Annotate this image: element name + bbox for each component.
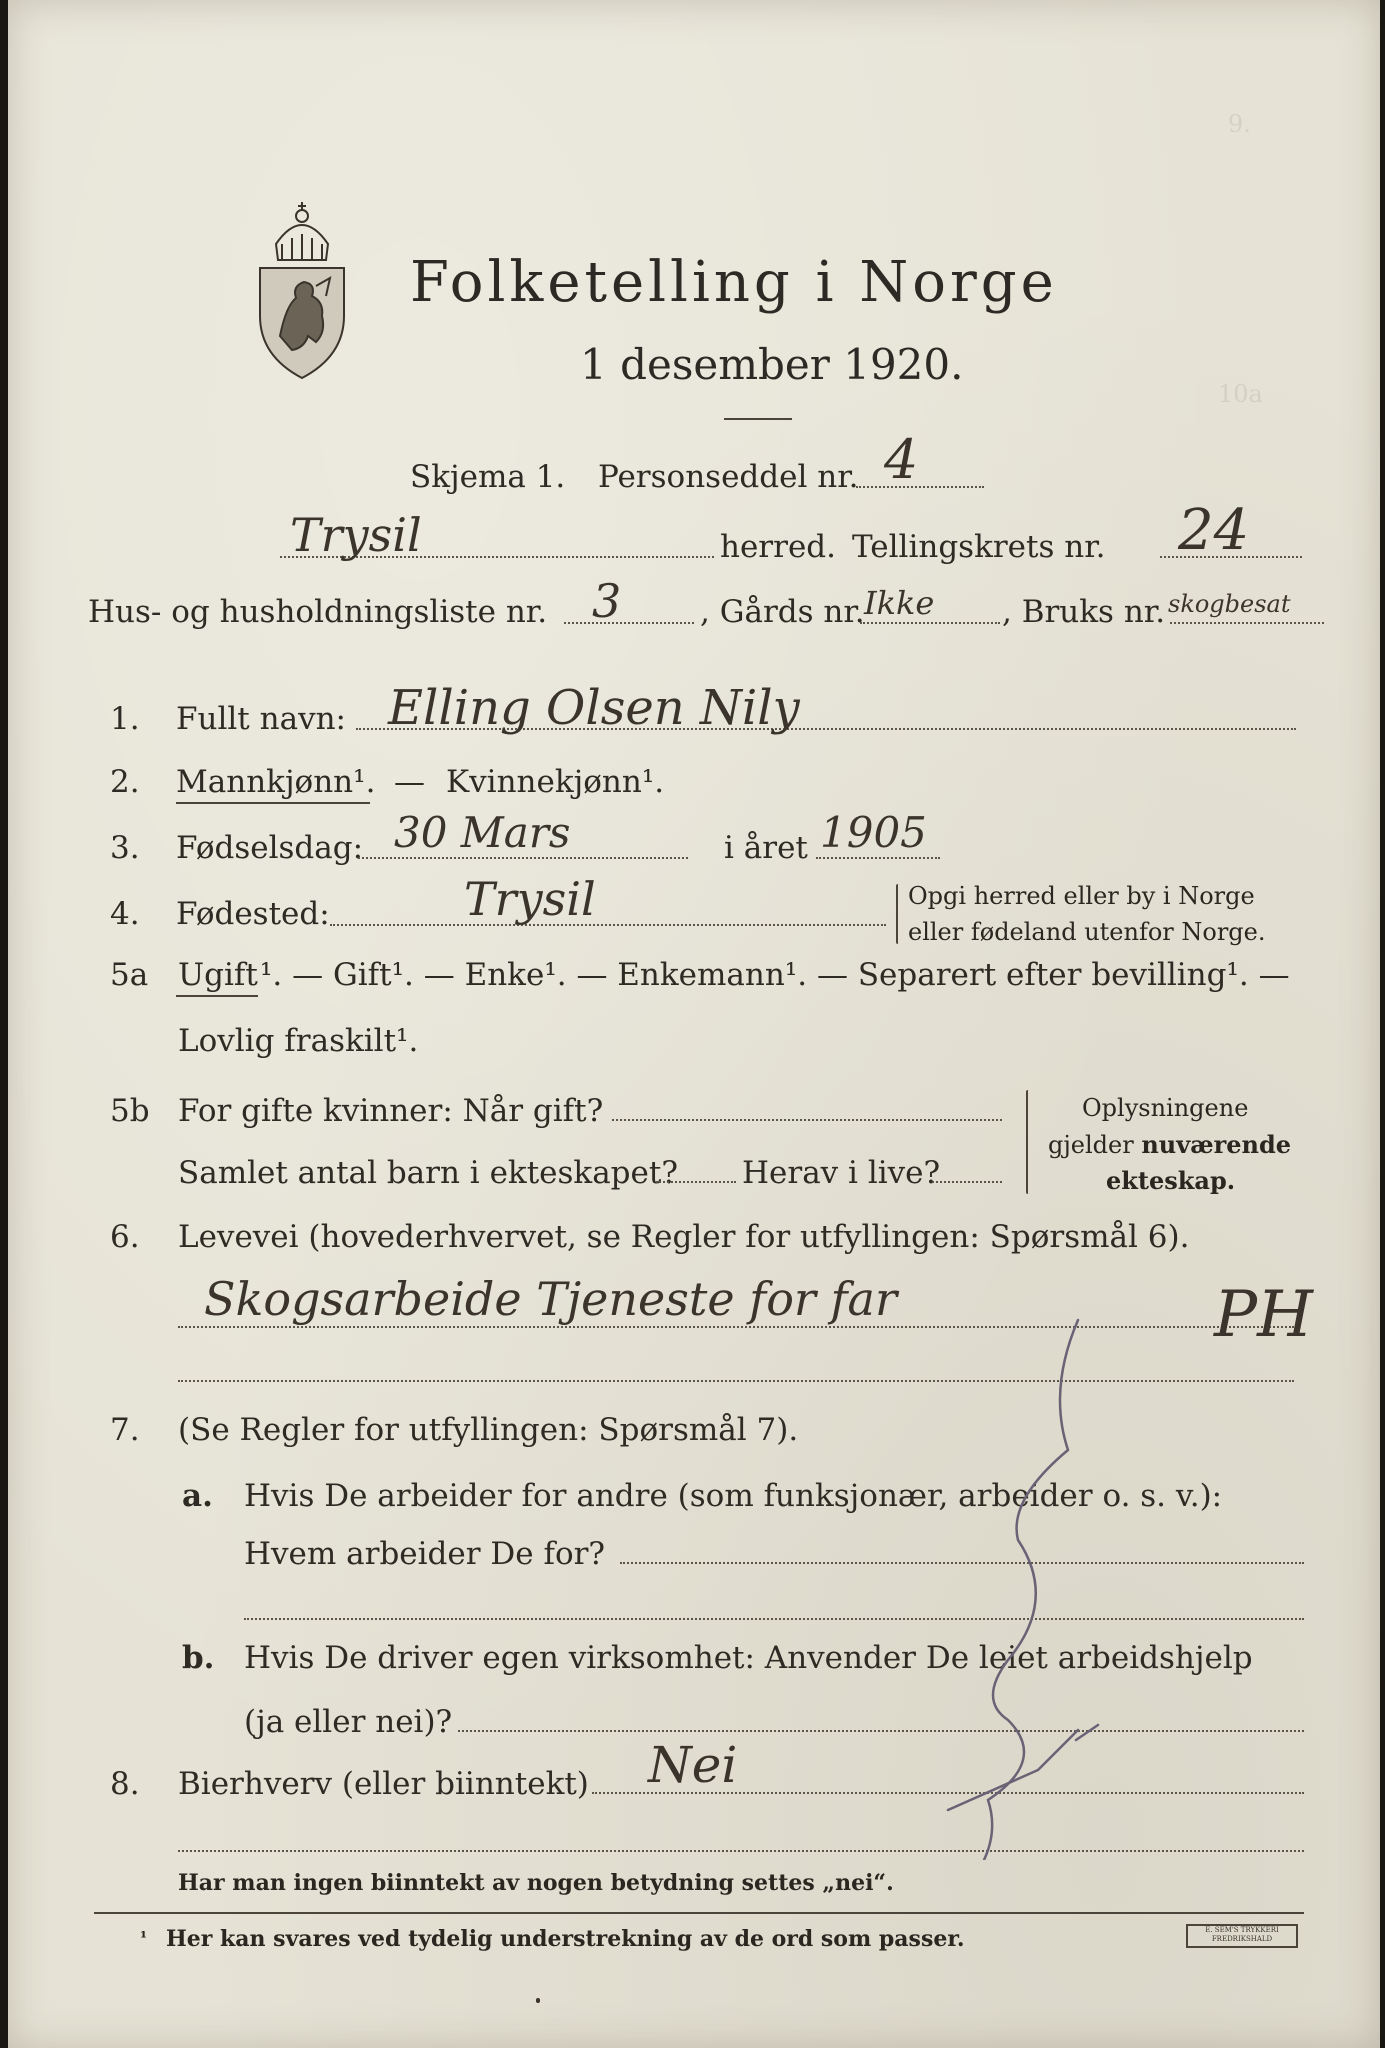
q5b-alive-label: Herav i live?	[742, 1155, 941, 1191]
footnote-text: Her kan svares ved tydelig understrekning av de ord som passer.	[166, 1926, 965, 1952]
male-underline-mark	[176, 802, 370, 804]
birthday-line	[358, 857, 688, 859]
q6-number: 6.	[110, 1219, 140, 1255]
side-income-value[interactable]: Nei	[648, 1736, 738, 1794]
q7b-letter: b.	[182, 1640, 215, 1676]
q7b-text: Hvis De driver egen virksomhet: Anvender De leiet arbeidshjelp	[244, 1640, 1253, 1676]
birthplace-value[interactable]: Trysil	[464, 872, 596, 926]
q5b-children-label: Samlet antal barn i ekteskapet?	[178, 1155, 678, 1191]
marital-ugift-option[interactable]: Ugift	[178, 957, 258, 993]
marital-divorced-option[interactable]: Lovlig fraskilt¹.	[178, 1023, 419, 1059]
schema-label: Skjema 1.	[410, 459, 566, 495]
hus-line	[564, 622, 694, 624]
marital-other-options[interactable]: ¹. — Gift¹. — Enke¹. — Enkemann¹. — Separert efter bevilling¹. —	[260, 957, 1290, 993]
sex-female-option[interactable]: Kvinnekjønn¹.	[446, 764, 665, 800]
q5b-note-line3: ekteskap.	[1106, 1166, 1236, 1195]
birthyear-value[interactable]: 1905	[820, 808, 927, 857]
q7a-text: Hvis De arbeider for andre (som funksjonær, arbeider o. s. v.):	[244, 1478, 1223, 1514]
ugift-underline-mark	[176, 995, 258, 997]
bruks-value[interactable]: skogbesat	[1168, 590, 1291, 618]
q4-note-brace	[896, 884, 898, 944]
herred-label: herred.	[720, 529, 836, 565]
q4-note-line2: eller fødeland utenfor Norge.	[908, 918, 1266, 946]
footnote-divider	[94, 1912, 1304, 1914]
bleed-through-text: 10a	[1218, 380, 1263, 408]
personseddel-line	[856, 486, 984, 488]
title-divider	[724, 418, 792, 420]
birthyear-line	[816, 857, 940, 859]
q1-number: 1.	[110, 701, 140, 737]
q5b-note-line1: Oplysningene	[1082, 1094, 1249, 1122]
bleed-through-text: 9.	[1228, 110, 1251, 138]
q3-year-label: i året	[724, 830, 808, 866]
punch-dot	[536, 1998, 540, 2003]
personseddel-value[interactable]: 4	[884, 428, 919, 491]
bruks-label: , Bruks nr.	[1002, 594, 1166, 630]
q7b-question: (ja eller nei)?	[244, 1704, 453, 1740]
q4-label: Fødested:	[176, 896, 330, 932]
side-income-note: Har man ingen biinntekt av nogen betydning settes „nei“.	[178, 1870, 894, 1896]
q2-number: 2.	[110, 764, 140, 800]
q5b-number: 5b	[110, 1093, 150, 1129]
form-title: Folketelling i Norge	[410, 250, 1058, 315]
tellingskrets-label: Tellingskrets nr.	[852, 529, 1106, 565]
q7-number: 7.	[110, 1412, 140, 1448]
printer-stamp: E. SEM'S TRYKKERI FREDRIKSHALD	[1186, 1924, 1298, 1948]
bruks-line	[1170, 622, 1324, 624]
sex-male-option[interactable]: Mannkjønn¹.	[176, 764, 376, 800]
q2-separator: —	[394, 764, 425, 800]
q8-number: 8.	[110, 1766, 140, 1802]
q5b-note-brace	[1026, 1090, 1028, 1194]
q7-label: (Se Regler for utfyllingen: Spørsmål 7).	[178, 1412, 799, 1448]
q4-number: 4.	[110, 896, 140, 932]
q5b-when-married-label: For gifte kvinner: Når gift?	[178, 1093, 604, 1129]
when-married-line	[612, 1119, 1002, 1121]
checker-initials: PH	[1214, 1278, 1313, 1352]
herred-value[interactable]: Trysil	[290, 508, 422, 562]
alive-line	[932, 1181, 1002, 1183]
q5a-number: 5a	[110, 957, 149, 993]
gards-line	[860, 622, 1000, 624]
census-date: 1 desember 1920.	[580, 340, 964, 389]
footnote-mark: ¹	[140, 1928, 148, 1947]
q5b-note-line2: gjelder nuværende	[1048, 1130, 1292, 1159]
children-line	[656, 1181, 736, 1183]
q3-label: Fødselsdag:	[176, 830, 364, 866]
birthday-value[interactable]: 30 Mars	[394, 808, 571, 857]
personseddel-label: Personseddel nr.	[598, 459, 859, 495]
q7a-question: Hvem arbeider De for?	[244, 1536, 606, 1572]
q3-number: 3.	[110, 830, 140, 866]
q8-label: Bierhverv (eller biinntekt)	[178, 1766, 589, 1802]
full-name-value[interactable]: Elling Olsen Nily	[388, 680, 800, 736]
gards-label: , Gårds nr.	[700, 594, 865, 630]
q6-label: Levevei (hovederhvervet, se Regler for utfyllingen: Spørsmål 6).	[178, 1219, 1190, 1255]
q4-note-line1: Opgi herred eller by i Norge	[908, 882, 1255, 910]
hus-label: Hus- og husholdningsliste nr.	[88, 594, 548, 630]
norway-coat-of-arms-icon	[246, 186, 358, 382]
tellingskrets-value[interactable]: 24	[1178, 498, 1250, 563]
hus-value[interactable]: 3	[592, 574, 622, 628]
pencil-check-strokes	[888, 1300, 1268, 1860]
occupation-value[interactable]: Skogsarbeide Tjeneste for far	[204, 1272, 897, 1326]
q7a-letter: a.	[182, 1478, 213, 1514]
gards-value[interactable]: Ikke	[864, 584, 935, 622]
birthplace-line	[330, 924, 886, 926]
q1-label: Fullt navn:	[176, 701, 346, 737]
census-form-sheet	[8, 0, 1380, 2048]
